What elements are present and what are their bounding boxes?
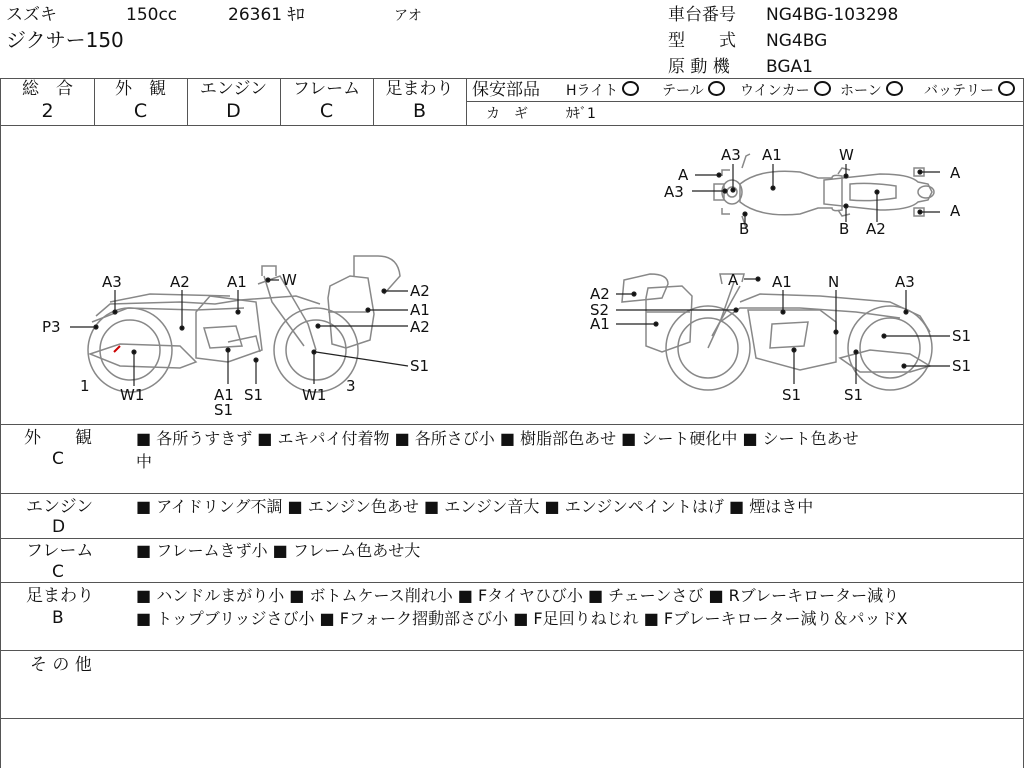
section-grade-exterior: C — [52, 449, 64, 469]
diagram-label: W — [282, 271, 297, 289]
diagram-label: A1 — [410, 301, 430, 319]
diagram-label: A1 — [227, 273, 247, 291]
diagram-label: A3 — [102, 273, 122, 291]
diagram-label: N — [828, 273, 840, 291]
diagram-label: A2 — [866, 220, 886, 238]
diagram-label: W — [839, 146, 854, 164]
frame-no: NG4BG-103298 — [766, 5, 899, 25]
diagram-label: 3 — [346, 377, 356, 395]
engine-label: 原 動 機 — [668, 57, 730, 77]
motorcycle-top-view — [714, 154, 934, 228]
divider — [0, 650, 1024, 651]
key-value: ｶｷﾞ1 — [566, 106, 596, 122]
color: アオ — [394, 8, 422, 24]
diagram-label: S1 — [214, 401, 234, 419]
diagram-label: A3 — [664, 183, 684, 201]
grade-label-suspension: 足まわり — [385, 79, 454, 99]
diagram-label: S1 — [952, 327, 972, 345]
diagram-label: A2 — [410, 282, 430, 300]
diagram-label: B — [839, 220, 850, 238]
diagram-label: B — [739, 220, 750, 238]
safety-item — [662, 81, 725, 101]
divider — [0, 424, 1024, 425]
safety-label: 保安部品 — [472, 80, 540, 100]
note-line: ■ アイドリング不調 ■ エンジン色あせ ■ エンジン音大 ■ エンジンペイントはげ ■ 煙はき中 — [136, 497, 814, 516]
diagram-label: S1 — [410, 357, 430, 375]
divider — [0, 493, 1024, 494]
safety-item — [924, 81, 1015, 101]
diagram-label: A — [678, 166, 689, 184]
diagram-label: A2 — [590, 285, 610, 303]
safety-item — [566, 81, 639, 101]
grade-label-exterior: 外 観 — [115, 79, 166, 99]
diagram-label: A1 — [772, 273, 792, 291]
ok-circle-icon — [998, 81, 1015, 96]
diagram-label: P3 — [42, 318, 61, 336]
section-grade-suspension: B — [52, 608, 64, 628]
ok-circle-icon — [814, 81, 831, 96]
key-label: カ ギ — [486, 106, 528, 122]
diagram-label: W1 — [120, 386, 145, 404]
divider — [0, 582, 1024, 583]
grade-value-suspension: B — [412, 100, 427, 122]
section-title-other: そ の 他 — [30, 655, 92, 675]
grade-value-exterior: C — [133, 100, 148, 122]
ok-circle-icon — [622, 81, 639, 96]
ok-circle-icon — [886, 81, 903, 96]
diagram-label: A3 — [895, 273, 915, 291]
mileage: 26361 ｷﾛ — [228, 5, 305, 25]
note-line: 中 — [136, 452, 153, 471]
diagram-label: A2 — [170, 273, 190, 291]
section-notes-engine — [136, 495, 813, 518]
frame-no-label: 車台番号 — [668, 5, 736, 25]
section-notes-suspension — [136, 584, 907, 630]
ok-circle-icon — [708, 81, 725, 96]
diagram-label: S1 — [952, 357, 972, 375]
safety-item — [840, 81, 903, 101]
engine-value: BGA1 — [766, 57, 813, 77]
type-label: 型 式 — [668, 31, 736, 51]
section-grade-engine: D — [52, 517, 66, 537]
diagram-label: A2 — [410, 318, 430, 336]
safety-item — [740, 81, 831, 101]
grade-label-frame: フレーム — [292, 79, 361, 99]
type-value: NG4BG — [766, 31, 828, 51]
grade-label-engine: エンジン — [199, 79, 268, 99]
safety-item-name: ホーン — [840, 83, 882, 99]
safety-item-name: Hライト — [566, 83, 619, 99]
diagram-label: S1 — [844, 386, 864, 404]
section-title-engine: エンジン — [26, 497, 94, 517]
displacement: 150cc — [126, 5, 178, 25]
diagram-label: S1 — [244, 386, 264, 404]
section-title-frame: フレーム — [26, 541, 94, 561]
section-title-exterior: 外 観 — [24, 428, 92, 448]
grade-value-overall: 2 — [41, 100, 54, 122]
diagram-label: A1 — [214, 386, 234, 404]
diagram-label: A — [950, 164, 961, 182]
section-grade-frame: C — [52, 562, 64, 582]
grade-value-engine: D — [226, 100, 241, 122]
diagram-label: S2 — [590, 301, 610, 319]
diagram-label: A1 — [762, 146, 782, 164]
note-line: ■ ハンドルまがり小 ■ ボトムケース削れ小 ■ Fタイヤひび小 ■ チェーンさび ■ Rブレーキローター減り — [136, 586, 900, 605]
diagram-label: A — [728, 271, 739, 289]
note-line: ■ 各所うすきず ■ エキパイ付着物 ■ 各所さび小 ■ 樹脂部色あせ ■ シート硬化中 ■ シート色あせ — [136, 429, 859, 448]
diagram-label: A1 — [590, 315, 610, 333]
divider — [467, 101, 1024, 102]
safety-item-name: テール — [662, 83, 704, 99]
diagram-label: S1 — [782, 386, 802, 404]
grade-value-frame: C — [319, 100, 334, 122]
safety-item-name: バッテリー — [924, 83, 994, 99]
section-title-suspension: 足まわり — [26, 586, 94, 606]
safety-item-name: ウインカー — [740, 83, 810, 99]
motorcycle-right-view — [622, 274, 932, 390]
diagram-label: W1 — [302, 386, 327, 404]
divider — [466, 78, 467, 125]
note-line: ■ トップブリッジさび小 ■ Fフォーク摺動部さび小 ■ F足回りねじれ ■ Fブレーキローター減り＆パッドX — [136, 609, 908, 628]
diagram-label: A — [950, 202, 961, 220]
grade-label-overall: 総 合 — [22, 79, 73, 99]
diagram-label: A3 — [721, 146, 741, 164]
damage-diagram — [0, 126, 1024, 424]
model-name: ジクサー150 — [6, 28, 124, 52]
section-notes-frame — [136, 539, 420, 562]
divider — [0, 718, 1024, 719]
maker: スズキ — [6, 5, 57, 25]
diagram-label: 1 — [80, 377, 90, 395]
note-line: ■ フレームきず小 ■ フレーム色あせ大 — [136, 541, 421, 560]
section-notes-exterior — [136, 427, 859, 473]
